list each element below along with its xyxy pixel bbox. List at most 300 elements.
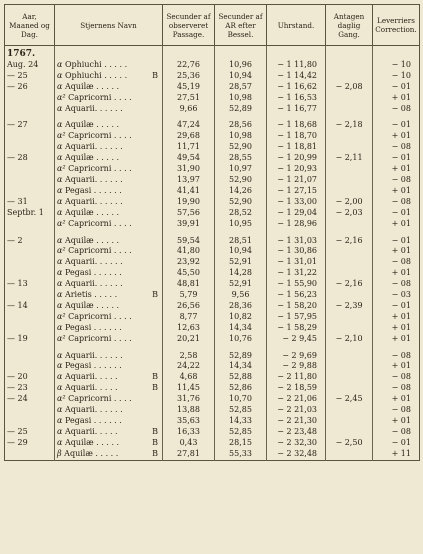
star-name: Pegasi . . . . . . bbox=[64, 268, 122, 278]
seconds-observed-cell: 20,21 bbox=[163, 334, 215, 345]
daily-rate-cell bbox=[326, 164, 373, 175]
seconds-observed-cell: 41,80 bbox=[163, 246, 215, 257]
star-name: Aquilæ . . . . . bbox=[64, 437, 120, 447]
seconds-bessel-cell: 52,85 bbox=[215, 405, 267, 416]
correction-cell: + 01 bbox=[391, 246, 411, 256]
daily-rate-cell bbox=[326, 351, 373, 362]
clock-cell: − 2 9,45 bbox=[267, 334, 326, 345]
seconds-observed-cell: 31,90 bbox=[163, 164, 215, 175]
correction-cell: − 08 bbox=[391, 372, 411, 382]
seconds-observed-cell: 19,90 bbox=[163, 197, 215, 208]
star-name: Aquarii. . . . . . bbox=[64, 257, 123, 267]
table-row bbox=[5, 60, 420, 71]
correction-cell: − 08 bbox=[391, 383, 411, 393]
daily-rate-cell bbox=[326, 60, 373, 71]
header-star: Stjernens Navn bbox=[55, 5, 163, 46]
star-name-cell bbox=[55, 186, 163, 197]
star-name-cell bbox=[55, 219, 163, 230]
seconds-bessel-cell: 14,34 bbox=[215, 323, 267, 334]
date-cell: — 23 bbox=[5, 383, 55, 394]
star-name-cell bbox=[55, 208, 163, 219]
daily-rate-cell bbox=[326, 372, 373, 383]
star-name-cell bbox=[55, 416, 163, 427]
star-name-cell bbox=[55, 323, 163, 334]
star-name: Aquilæ . . . . . bbox=[64, 448, 119, 458]
daily-rate-cell: − 2,10 bbox=[326, 334, 373, 345]
star-name-cell bbox=[55, 361, 163, 372]
clock-cell: − 1 33,00 bbox=[267, 197, 326, 208]
correction-cell: − 01 bbox=[391, 120, 411, 130]
star-greek-letter: α bbox=[57, 185, 63, 195]
seconds-observed-cell: 27,81 bbox=[163, 449, 215, 460]
clock-cell: − 1 18,81 bbox=[267, 142, 326, 153]
star-greek-letter: α bbox=[57, 361, 63, 371]
star-greek-letter: α² bbox=[57, 92, 66, 102]
star-name: Capricorni . . . . bbox=[68, 92, 132, 102]
observer-mark: B bbox=[152, 437, 158, 447]
seconds-observed-cell: 57,56 bbox=[163, 208, 215, 219]
star-name-cell bbox=[55, 301, 163, 312]
star-name-cell bbox=[55, 236, 163, 247]
seconds-bessel-cell: 14,28 bbox=[215, 268, 267, 279]
clock-cell: − 1 18,68 bbox=[267, 120, 326, 131]
date-cell: Aug. 24 bbox=[5, 60, 55, 71]
seconds-bessel-cell: 52,90 bbox=[215, 197, 267, 208]
seconds-bessel-cell: 52,88 bbox=[215, 372, 267, 383]
seconds-bessel-cell: 28,52 bbox=[215, 208, 267, 219]
clock-cell: − 1 56,23 bbox=[267, 290, 326, 301]
date-cell: Septbr. 1 bbox=[5, 208, 55, 219]
star-greek-letter: α bbox=[57, 416, 63, 425]
star-greek-letter: α bbox=[57, 153, 63, 163]
star-greek-letter: α² bbox=[57, 311, 66, 321]
star-name-cell bbox=[55, 164, 163, 175]
date-cell bbox=[5, 219, 55, 230]
star-name: Aquarii. . . . . bbox=[64, 426, 118, 436]
seconds-observed-cell: 9,66 bbox=[163, 104, 215, 115]
star-greek-letter: α² bbox=[57, 333, 66, 343]
correction-cell: − 10 bbox=[391, 70, 411, 80]
seconds-observed-cell: 11,71 bbox=[163, 142, 215, 153]
date-cell: — 2 bbox=[5, 236, 55, 247]
star-greek-letter: α bbox=[57, 372, 63, 382]
date-cell: — 31 bbox=[5, 197, 55, 208]
seconds-observed-cell: 23,92 bbox=[163, 257, 215, 268]
star-name-cell bbox=[55, 372, 163, 383]
seconds-observed-cell: 47,24 bbox=[163, 120, 215, 131]
clock-cell: − 2 32,30 bbox=[267, 438, 326, 449]
clock-cell: − 2 21,06 bbox=[267, 394, 326, 405]
star-name: Aquarii. . . . . . bbox=[64, 103, 123, 113]
star-greek-letter: α² bbox=[57, 164, 66, 174]
clock-cell: − 1 20,93 bbox=[267, 164, 326, 175]
star-name: Ophiuchi . . . . . bbox=[64, 59, 128, 69]
table-row bbox=[5, 438, 420, 449]
star-name: Aquilæ . . . . . bbox=[64, 120, 120, 130]
daily-rate-cell bbox=[326, 104, 373, 115]
seconds-bessel-cell: 10,95 bbox=[215, 219, 267, 230]
star-greek-letter: α bbox=[57, 196, 63, 206]
header-clock: Uhrstand. bbox=[267, 5, 326, 46]
clock-cell: − 1 21,07 bbox=[267, 175, 326, 186]
date-cell bbox=[5, 449, 55, 460]
table-row bbox=[5, 164, 420, 175]
date-cell bbox=[5, 131, 55, 142]
date-cell bbox=[5, 312, 55, 323]
star-name-cell bbox=[55, 142, 163, 153]
observer-mark: B bbox=[152, 70, 158, 80]
date-cell bbox=[5, 142, 55, 153]
table-row bbox=[5, 334, 420, 345]
seconds-observed-cell: 22,76 bbox=[163, 60, 215, 71]
clock-cell: − 1 28,96 bbox=[267, 219, 326, 230]
star-name: Capricorni . . . . bbox=[68, 311, 132, 321]
seconds-observed-cell: 39,91 bbox=[163, 219, 215, 230]
star-name: Aquarii. . . . . . bbox=[64, 142, 123, 152]
seconds-bessel-cell: 10,94 bbox=[215, 246, 267, 257]
table-row bbox=[5, 351, 420, 362]
daily-rate-cell: − 2,00 bbox=[326, 197, 373, 208]
seconds-bessel-cell: 10,70 bbox=[215, 394, 267, 405]
star-greek-letter: α² bbox=[57, 218, 66, 228]
daily-rate-cell bbox=[326, 268, 373, 279]
correction-cell: + 01 bbox=[391, 92, 411, 102]
seconds-observed-cell: 49,54 bbox=[163, 153, 215, 164]
table-row bbox=[5, 257, 420, 268]
star-name: Aquarii. . . . . . bbox=[64, 350, 123, 360]
star-name-cell bbox=[55, 175, 163, 186]
observer-mark: B bbox=[152, 383, 158, 393]
table-row bbox=[5, 427, 420, 438]
date-cell bbox=[5, 175, 55, 186]
seconds-bessel-cell: 10,98 bbox=[215, 93, 267, 104]
date-cell bbox=[5, 93, 55, 104]
table-row bbox=[5, 120, 420, 131]
star-name: Aquilæ . . . . . bbox=[64, 207, 120, 217]
seconds-observed-cell: 16,33 bbox=[163, 427, 215, 438]
date-cell: — 20 bbox=[5, 372, 55, 383]
daily-rate-cell: − 2,50 bbox=[326, 438, 373, 449]
seconds-observed-cell: 13,97 bbox=[163, 175, 215, 186]
seconds-observed-cell: 27,51 bbox=[163, 93, 215, 104]
seconds-bessel-cell: 14,34 bbox=[215, 361, 267, 372]
daily-rate-cell: − 2,45 bbox=[326, 394, 373, 405]
star-name-cell bbox=[55, 383, 163, 394]
star-greek-letter: α bbox=[57, 405, 63, 415]
star-name-cell bbox=[55, 60, 163, 71]
star-name: Aquarii. . . . . . bbox=[64, 174, 123, 184]
date-cell: — 26 bbox=[5, 82, 55, 93]
star-greek-letter: α bbox=[57, 120, 63, 130]
table-row bbox=[5, 246, 420, 257]
star-name-cell bbox=[55, 82, 163, 93]
clock-cell: − 2 23,48 bbox=[267, 427, 326, 438]
seconds-observed-cell: 48,81 bbox=[163, 279, 215, 290]
daily-rate-cell bbox=[326, 427, 373, 438]
seconds-bessel-cell: 10,76 bbox=[215, 334, 267, 345]
observer-mark: B bbox=[152, 290, 158, 300]
seconds-observed-cell: 12,63 bbox=[163, 323, 215, 334]
seconds-bessel-cell: 28,15 bbox=[215, 438, 267, 449]
daily-rate-cell: − 2,16 bbox=[326, 236, 373, 247]
correction-cell: − 01 bbox=[391, 437, 411, 447]
correction-cell: − 08 bbox=[391, 279, 411, 289]
header-correction: Leverriers Correction. bbox=[373, 5, 420, 46]
star-name: Aquarii. . . . . . bbox=[64, 279, 123, 289]
table-row bbox=[5, 449, 420, 460]
correction-cell: − 08 bbox=[391, 426, 411, 436]
star-name-cell bbox=[55, 351, 163, 362]
star-greek-letter: α bbox=[57, 207, 63, 217]
table-row bbox=[5, 323, 420, 334]
table-row bbox=[5, 301, 420, 312]
seconds-bessel-cell: 10,82 bbox=[215, 312, 267, 323]
date-cell bbox=[5, 257, 55, 268]
daily-rate-cell bbox=[326, 186, 373, 197]
daily-rate-cell bbox=[326, 71, 373, 82]
table-row bbox=[5, 82, 420, 93]
seconds-bessel-cell: 28,51 bbox=[215, 236, 267, 247]
star-name-cell bbox=[55, 71, 163, 82]
seconds-bessel-cell: 52,89 bbox=[215, 104, 267, 115]
star-name: Capricorni . . . . bbox=[68, 246, 132, 256]
correction-cell: + 01 bbox=[391, 322, 411, 332]
correction-cell: − 01 bbox=[391, 81, 411, 91]
star-name: Pegasi . . . . . . bbox=[64, 322, 122, 332]
seconds-bessel-cell: 14,26 bbox=[215, 186, 267, 197]
seconds-bessel-cell: 52,85 bbox=[215, 427, 267, 438]
star-greek-letter: α bbox=[57, 70, 63, 80]
seconds-observed-cell: 5,79 bbox=[163, 290, 215, 301]
star-greek-letter: α² bbox=[57, 394, 66, 404]
star-greek-letter: β bbox=[57, 448, 62, 458]
seconds-observed-cell: 8,77 bbox=[163, 312, 215, 323]
star-greek-letter: α bbox=[57, 142, 63, 152]
header-date: Aar, Maaned og Dag. bbox=[5, 5, 55, 46]
clock-cell: − 1 14,42 bbox=[267, 71, 326, 82]
date-cell: — 27 bbox=[5, 120, 55, 131]
correction-cell: + 01 bbox=[391, 131, 411, 141]
correction-cell: − 08 bbox=[391, 257, 411, 267]
date-cell: — 25 bbox=[5, 71, 55, 82]
seconds-observed-cell: 26,56 bbox=[163, 301, 215, 312]
daily-rate-cell bbox=[326, 405, 373, 416]
star-name: Ophiuchi . . . . . bbox=[64, 70, 128, 80]
date-cell bbox=[5, 323, 55, 334]
correction-cell: − 01 bbox=[391, 235, 411, 245]
correction-cell: − 08 bbox=[391, 350, 411, 360]
year-row bbox=[5, 46, 420, 60]
star-name-cell bbox=[55, 394, 163, 405]
date-cell bbox=[5, 351, 55, 362]
star-greek-letter: α bbox=[57, 437, 63, 447]
star-name: Aquarii. . . . . . bbox=[64, 405, 123, 415]
observer-mark: B bbox=[152, 372, 158, 382]
date-cell bbox=[5, 104, 55, 115]
seconds-bessel-cell: 14,33 bbox=[215, 416, 267, 427]
correction-cell: − 01 bbox=[391, 300, 411, 310]
daily-rate-cell bbox=[326, 257, 373, 268]
star-greek-letter: α bbox=[57, 350, 63, 360]
table-row bbox=[5, 416, 420, 427]
star-name-cell bbox=[55, 427, 163, 438]
daily-rate-cell bbox=[326, 219, 373, 230]
table-row bbox=[5, 372, 420, 383]
clock-cell: − 2 21,30 bbox=[267, 416, 326, 427]
clock-cell: − 1 20,99 bbox=[267, 153, 326, 164]
seconds-bessel-cell: 55,33 bbox=[215, 449, 267, 460]
correction-cell: − 01 bbox=[391, 153, 411, 163]
date-cell bbox=[5, 186, 55, 197]
date-cell: — 28 bbox=[5, 153, 55, 164]
correction-cell: + 01 bbox=[391, 416, 411, 425]
star-name-cell bbox=[55, 246, 163, 257]
seconds-bessel-cell: 52,89 bbox=[215, 351, 267, 362]
seconds-observed-cell: 45,19 bbox=[163, 82, 215, 93]
seconds-bessel-cell: 52,91 bbox=[215, 279, 267, 290]
clock-cell: − 2 11,80 bbox=[267, 372, 326, 383]
star-name: Capricorni . . . . bbox=[68, 394, 132, 404]
daily-rate-cell bbox=[326, 142, 373, 153]
daily-rate-cell bbox=[326, 246, 373, 257]
star-name: Aquilæ . . . . . bbox=[64, 300, 120, 310]
star-name: Capricorni . . . . bbox=[68, 218, 132, 228]
correction-cell: + 01 bbox=[391, 164, 411, 174]
observer-mark: B bbox=[152, 448, 158, 458]
seconds-observed-cell: 2,58 bbox=[163, 351, 215, 362]
table-row bbox=[5, 93, 420, 104]
seconds-bessel-cell: 10,97 bbox=[215, 164, 267, 175]
star-name: Pegasi . . . . . . bbox=[64, 361, 122, 371]
clock-cell: − 1 27,15 bbox=[267, 186, 326, 197]
correction-cell: − 08 bbox=[391, 142, 411, 152]
date-cell: — 13 bbox=[5, 279, 55, 290]
seconds-observed-cell: 24,22 bbox=[163, 361, 215, 372]
star-greek-letter: α bbox=[57, 279, 63, 289]
daily-rate-cell bbox=[326, 93, 373, 104]
seconds-observed-cell: 11,45 bbox=[163, 383, 215, 394]
seconds-observed-cell: 31,76 bbox=[163, 394, 215, 405]
star-name-cell bbox=[55, 197, 163, 208]
observation-table bbox=[4, 4, 420, 461]
table-row bbox=[5, 71, 420, 82]
clock-cell: − 1 18,70 bbox=[267, 131, 326, 142]
correction-cell: + 11 bbox=[391, 448, 411, 458]
clock-cell: − 1 16,62 bbox=[267, 82, 326, 93]
table-row bbox=[5, 175, 420, 186]
star-name: Pegasi . . . . . . bbox=[64, 416, 122, 425]
star-name-cell bbox=[55, 93, 163, 104]
clock-cell: − 1 11,80 bbox=[267, 60, 326, 71]
clock-cell: − 2 9,88 bbox=[267, 361, 326, 372]
clock-cell: − 2 9,69 bbox=[267, 351, 326, 362]
date-cell: — 19 bbox=[5, 334, 55, 345]
date-cell: — 14 bbox=[5, 301, 55, 312]
star-name-cell bbox=[55, 438, 163, 449]
date-cell bbox=[5, 416, 55, 427]
seconds-bessel-cell: 10,98 bbox=[215, 131, 267, 142]
star-name-cell bbox=[55, 449, 163, 460]
star-greek-letter: α bbox=[57, 81, 63, 91]
seconds-observed-cell: 0,43 bbox=[163, 438, 215, 449]
daily-rate-cell bbox=[326, 416, 373, 427]
star-name: Aquilæ . . . . . bbox=[64, 235, 120, 245]
seconds-bessel-cell: 52,90 bbox=[215, 175, 267, 186]
date-cell bbox=[5, 361, 55, 372]
star-greek-letter: α bbox=[57, 257, 63, 267]
seconds-observed-cell: 29,68 bbox=[163, 131, 215, 142]
star-name: Aquarii. . . . . . bbox=[64, 196, 123, 206]
table-row bbox=[5, 219, 420, 230]
correction-cell: + 01 bbox=[391, 394, 411, 404]
star-name-cell bbox=[55, 153, 163, 164]
clock-cell: − 1 30,86 bbox=[267, 246, 326, 257]
table-row bbox=[5, 383, 420, 394]
seconds-observed-cell: 59,54 bbox=[163, 236, 215, 247]
clock-cell: − 1 58,20 bbox=[267, 301, 326, 312]
seconds-observed-cell: 4,68 bbox=[163, 372, 215, 383]
seconds-observed-cell: 25,36 bbox=[163, 71, 215, 82]
correction-cell: + 01 bbox=[391, 311, 411, 321]
clock-cell: − 1 31,03 bbox=[267, 236, 326, 247]
seconds-bessel-cell: 28,56 bbox=[215, 120, 267, 131]
correction-cell: − 03 bbox=[391, 290, 411, 300]
star-greek-letter: α bbox=[57, 300, 63, 310]
table-row bbox=[5, 197, 420, 208]
daily-rate-cell bbox=[326, 449, 373, 460]
table-row bbox=[5, 208, 420, 219]
date-cell: — 25 bbox=[5, 427, 55, 438]
star-greek-letter: α bbox=[57, 103, 63, 113]
seconds-bessel-cell: 10,96 bbox=[215, 60, 267, 71]
seconds-bessel-cell: 52,86 bbox=[215, 383, 267, 394]
daily-rate-cell bbox=[326, 323, 373, 334]
seconds-observed-cell: 13,88 bbox=[163, 405, 215, 416]
seconds-observed-cell: 45,50 bbox=[163, 268, 215, 279]
star-name-cell bbox=[55, 120, 163, 131]
date-cell: — 24 bbox=[5, 394, 55, 405]
table-row bbox=[5, 153, 420, 164]
daily-rate-cell: − 2,18 bbox=[326, 120, 373, 131]
correction-cell: + 01 bbox=[391, 268, 411, 278]
seconds-observed-cell: 35,63 bbox=[163, 416, 215, 427]
star-name: Arietis . . . . . bbox=[64, 290, 118, 300]
seconds-bessel-cell: 28,57 bbox=[215, 82, 267, 93]
year-label: 1767. bbox=[5, 46, 55, 60]
table-row bbox=[5, 186, 420, 197]
clock-cell: − 1 58,29 bbox=[267, 323, 326, 334]
seconds-bessel-cell: 28,36 bbox=[215, 301, 267, 312]
clock-cell: − 1 16,53 bbox=[267, 93, 326, 104]
star-name: Aquilæ . . . . . bbox=[64, 81, 120, 91]
star-name: Capricorni . . . . bbox=[68, 333, 132, 343]
date-cell bbox=[5, 246, 55, 257]
date-cell bbox=[5, 405, 55, 416]
correction-cell: + 01 bbox=[391, 185, 411, 195]
correction-cell: − 08 bbox=[391, 103, 411, 113]
correction-cell: − 10 bbox=[391, 59, 411, 69]
correction-cell: − 08 bbox=[391, 405, 411, 415]
star-name-cell bbox=[55, 279, 163, 290]
clock-cell: − 2 21,03 bbox=[267, 405, 326, 416]
seconds-observed-cell: 41,41 bbox=[163, 186, 215, 197]
daily-rate-cell bbox=[326, 312, 373, 323]
star-name: Capricorni . . . . bbox=[68, 164, 132, 174]
daily-rate-cell: − 2,03 bbox=[326, 208, 373, 219]
table-row bbox=[5, 131, 420, 142]
table-row bbox=[5, 268, 420, 279]
daily-rate-cell bbox=[326, 383, 373, 394]
